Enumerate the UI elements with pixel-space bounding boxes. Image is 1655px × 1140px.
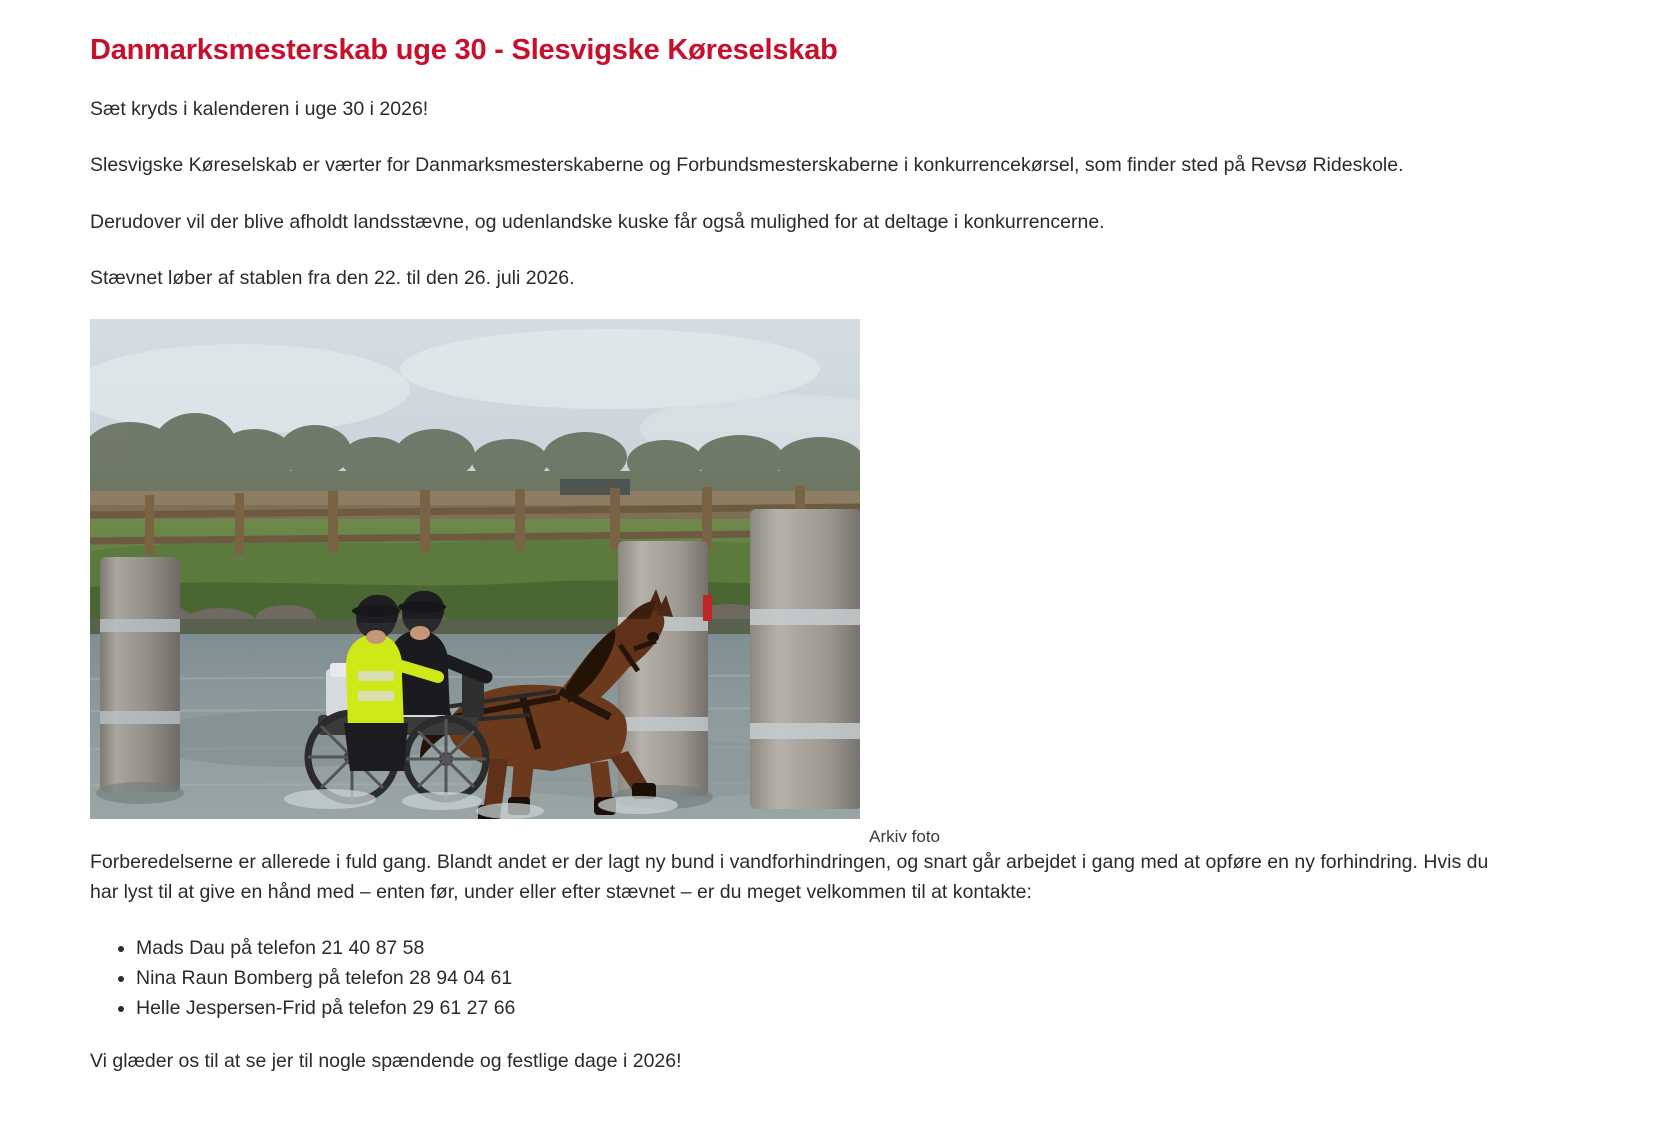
closing-paragraph: Vi glæder os til at se jer til nogle spændende og festlige dage i 2026! — [90, 1050, 682, 1073]
list-item: • Nina Raun Bomberg på telefon 28 94 04 61 — [136, 964, 1565, 992]
contact-list — [90, 934, 1565, 1023]
list-item: • Mads Dau på telefon 21 40 87 58 — [136, 934, 1565, 962]
preparations-paragraph: Forberedelserne er allerede i fuld gang. Blandt andet er der lagt ny bund i vandforhindringen, og snart går arbejdet i gang med at opføre en ny forhindring. Hvis du har lyst til at give en hånd med – enten før, under eller efter stævnet – er du meget velkommen til at kontakte: — [90, 851, 1489, 904]
list-item: • Helle Jespersen-Frid på telefon 29 61 27 66 — [136, 994, 1565, 1022]
intro-paragraph-4: Stævnet løber af stablen fra den 22. til den 26. juli 2026. — [90, 266, 575, 289]
carriage-driving-photo — [90, 319, 860, 819]
intro-paragraph-3: Derudover vil der blive afholdt landsstævne, og udenlandske kuske får også mulighed for at deltage i konkurrencerne. — [90, 210, 1105, 233]
intro-paragraph-2: Slesvigske Køreselskab er værter for Danmarksmesterskaberne og Forbundsmesterskaberne i konkurrencekørsel, som finder sted på Revsø Rideskole. — [90, 154, 1404, 177]
page-title: Danmarksmesterskab uge 30 - Slesvigske Køreselskab — [90, 34, 838, 66]
intro-paragraph-1: Sæt kryds i kalenderen i uge 30 i 2026! — [90, 98, 429, 121]
figure-caption: Arkiv foto — [869, 827, 940, 847]
article-figure — [90, 319, 940, 847]
